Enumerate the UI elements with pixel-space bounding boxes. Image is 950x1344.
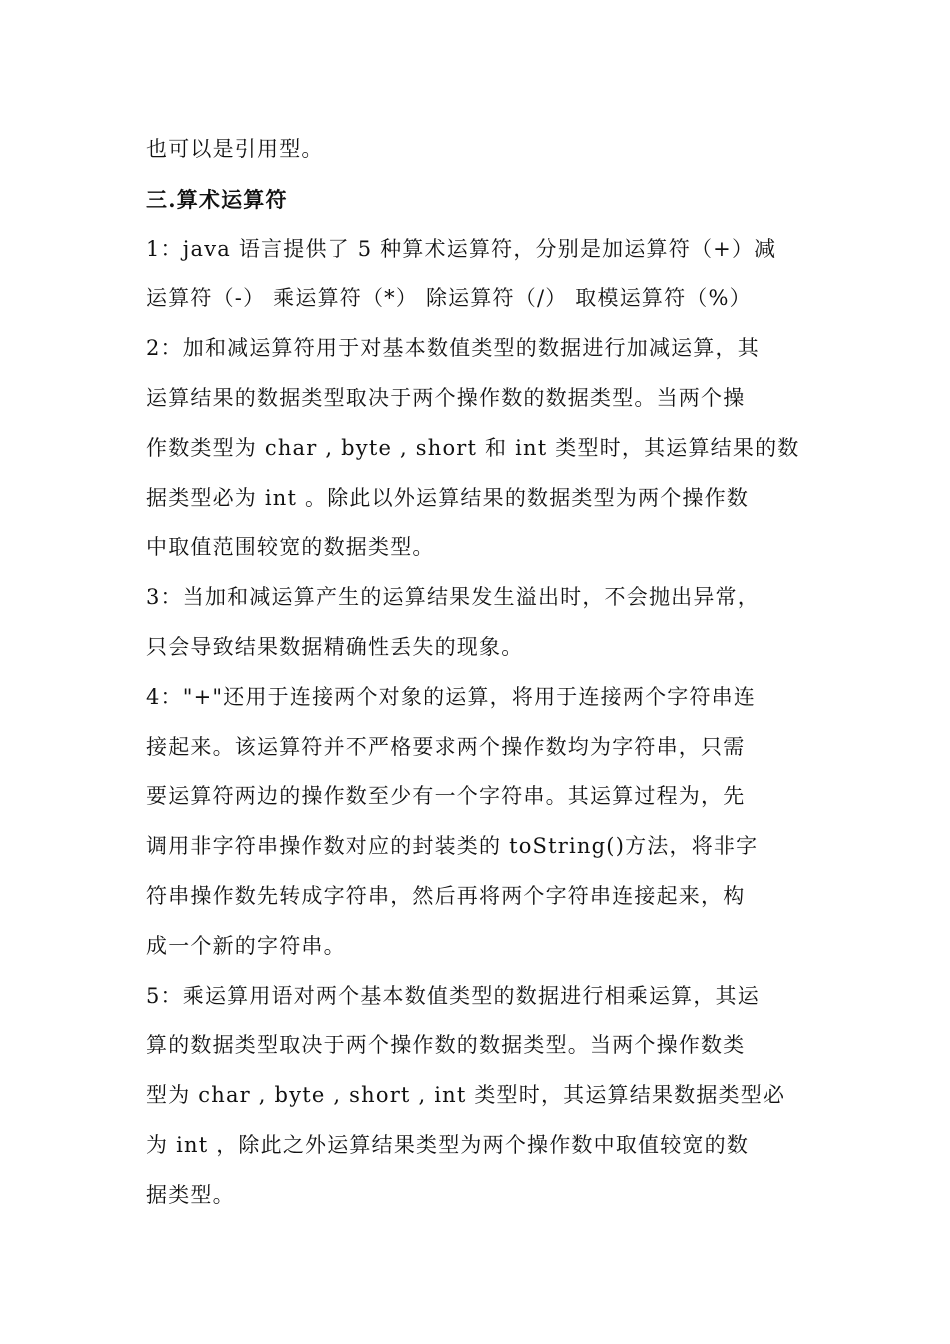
- paragraph-line: 型为 char , byte , short , int 类型时，其运算结果数据类型必: [146, 1083, 786, 1108]
- paragraph-line: 中取值范围较宽的数据类型。: [146, 535, 435, 560]
- paragraph-line: 接起来。该运算符并不严格要求两个操作数均为字符串，只需: [146, 734, 746, 759]
- paragraph-line: 要运算符两边的操作数至少有一个字符串。其运算过程为，先: [146, 784, 746, 809]
- paragraph-line: 2：加和减运算符用于对基本数值类型的数据进行加减运算，其: [146, 336, 760, 361]
- paragraph-line: 运算符（-） 乘运算符（*） 除运算符（/） 取模运算符（%）: [146, 286, 752, 311]
- paragraph-line: 据类型必为 int 。除此以外运算结果的数据类型为两个操作数: [146, 485, 750, 510]
- document-body: [146, 125, 806, 1221]
- paragraph-line: 算的数据类型取决于两个操作数的数据类型。当两个操作数类: [146, 1033, 746, 1058]
- paragraph-line: 调用非字符串操作数对应的封装类的 toString()方法，将非字: [146, 834, 759, 859]
- paragraph-line: 成一个新的字符串。: [146, 933, 346, 958]
- paragraph-line: 1：java 语言提供了 5 种算术运算符，分别是加运算符（+）减: [146, 236, 777, 261]
- paragraph-line: 运算结果的数据类型取决于两个操作数的数据类型。当两个操: [146, 385, 746, 410]
- paragraph-line: 据类型。: [146, 1182, 235, 1207]
- paragraph-line: 符串操作数先转成字符串，然后再将两个字符串连接起来，构: [146, 883, 746, 908]
- paragraph-line: 只会导致结果数据精确性丢失的现象。: [146, 634, 524, 659]
- section-heading: 三.算术运算符: [146, 186, 288, 212]
- paragraph-line: 4："+"还用于连接两个对象的运算，将用于连接两个字符串连: [146, 684, 757, 709]
- paragraph-line: 5：乘运算用语对两个基本数值类型的数据进行相乘运算，其运: [146, 983, 760, 1008]
- paragraph-line: 3：当加和减运算产生的运算结果发生溢出时，不会抛出异常，: [146, 585, 760, 610]
- paragraph-line: 也可以是引用型。: [146, 137, 324, 161]
- paragraph-line: 作数类型为 char , byte , short 和 int 类型时，其运算结果的数: [146, 435, 800, 460]
- paragraph-line: 为 int ，除此之外运算结果类型为两个操作数中取值较宽的数: [146, 1132, 750, 1157]
